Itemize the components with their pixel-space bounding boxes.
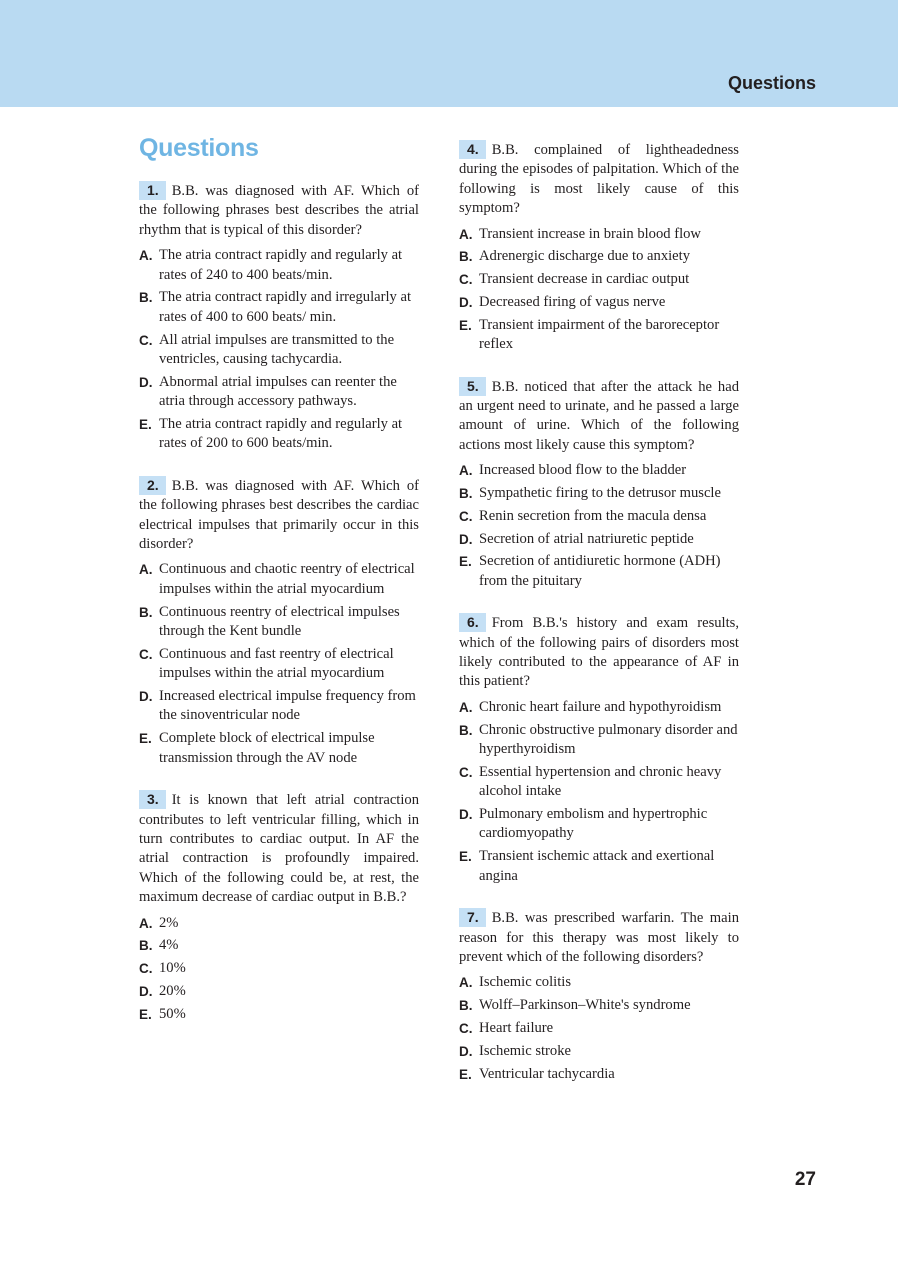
question-text: It is known that left atrial contraction contributes to left ventricular filling, which in turn contributes to cardiac output. In AF the atrial contraction is profoundly impaired. Which of the following could be, at rest, the maximum decrease of cardiac output in B.B.? (139, 792, 419, 906)
option-text: 50% (159, 1005, 186, 1022)
option-letter: A. (139, 248, 153, 264)
answer-option (139, 373, 419, 412)
answer-option (139, 560, 419, 599)
question-block (139, 790, 419, 1024)
option-letter: A. (139, 562, 153, 578)
answer-option (459, 461, 739, 480)
answer-option (139, 603, 419, 642)
question-number: 4. (459, 140, 486, 159)
option-text: Continuous reentry of electrical impulses through the Kent bundle (159, 603, 400, 640)
answer-option (459, 552, 739, 591)
option-letter: B. (139, 938, 153, 954)
answer-option (139, 331, 419, 370)
option-letter: E. (139, 417, 152, 433)
answer-option (139, 288, 419, 327)
answer-option (459, 507, 739, 526)
option-letter: D. (139, 983, 153, 999)
option-text: Sympathetic firing to the detrusor muscle (479, 485, 721, 502)
answer-option (459, 484, 739, 503)
answer-option (139, 687, 419, 726)
question-stem (139, 790, 419, 907)
answer-option (139, 936, 419, 955)
answer-option (139, 729, 419, 768)
option-letter: A. (459, 699, 473, 715)
option-text: The atria contract rapidly and regularly at rates of 200 to 600 beats/min. (159, 416, 403, 452)
question-text: B.B. was diagnosed with AF. Which of the following phrases best describes the cardiac electrical impulses that primarily occur in this disorder? (139, 477, 419, 553)
option-letter: D. (459, 531, 473, 547)
answer-option (459, 225, 739, 244)
option-text: 20% (159, 982, 186, 999)
option-letter: C. (139, 646, 153, 662)
option-text: Abnormal atrial impulses can reenter the atria through accessory pathways. (159, 373, 397, 410)
answer-option (459, 1042, 739, 1061)
answer-option (459, 996, 739, 1015)
option-letter: E. (459, 849, 472, 865)
option-text: Chronic obstructive pulmonary disorder and hyperthyroidism (479, 721, 738, 758)
left-column (139, 181, 419, 1046)
question-stem (139, 476, 419, 555)
option-letter: D. (139, 689, 153, 705)
option-letter: A. (459, 975, 473, 991)
option-text: Continuous and chaotic reentry of electrical impulses within the atrial myocardium (159, 561, 415, 597)
answer-option (459, 1019, 739, 1038)
answer-option (459, 805, 739, 844)
question-block (459, 377, 739, 592)
answer-option (459, 973, 739, 992)
option-letter: E. (139, 1006, 152, 1022)
answer-options (139, 560, 419, 768)
answer-option (139, 246, 419, 285)
question-number: 3. (139, 790, 166, 809)
option-text: Transient increase in brain blood flow (479, 225, 701, 242)
option-text: Ischemic colitis (479, 974, 571, 991)
option-text: 10% (159, 960, 186, 977)
question-number: 2. (139, 476, 166, 495)
option-text: Heart failure (479, 1019, 554, 1036)
option-text: Secretion of atrial natriuretic peptide (479, 530, 694, 547)
option-text: Ischemic stroke (479, 1042, 571, 1059)
right-column (459, 140, 739, 1106)
option-letter: E. (459, 317, 472, 333)
answer-option (139, 1005, 419, 1024)
option-text: Wolff–Parkinson–White's syndrome (479, 997, 691, 1014)
question-stem (459, 908, 739, 967)
answer-options (459, 698, 739, 886)
page-number: 27 (794, 1169, 816, 1190)
answer-option (459, 316, 739, 355)
option-letter: D. (459, 295, 473, 311)
option-text: Secretion of antidiuretic hormone (ADH) from the pituitary (479, 553, 721, 589)
option-text: 4% (159, 937, 179, 954)
option-text: Pulmonary embolism and hypertrophic cardiomyopathy (479, 806, 708, 842)
option-letter: C. (139, 332, 153, 348)
answer-option (139, 959, 419, 978)
question-number: 6. (459, 613, 486, 632)
option-letter: B. (459, 486, 473, 502)
option-letter: D. (139, 374, 153, 390)
option-text: Complete block of electrical impulse transmission through the AV node (159, 730, 375, 766)
option-letter: B. (459, 722, 473, 738)
question-stem (459, 613, 739, 692)
option-text: Increased electrical impulse frequency from the sinoventricular node (159, 688, 416, 724)
question-block (139, 476, 419, 768)
option-text: Decreased firing of vagus nerve (479, 294, 666, 311)
option-letter: B. (139, 604, 153, 620)
header-band (0, 0, 898, 107)
option-letter: D. (459, 807, 473, 823)
option-letter: E. (139, 731, 152, 747)
answer-option (139, 982, 419, 1001)
question-number: 7. (459, 908, 486, 927)
question-stem (459, 140, 739, 219)
answer-option (459, 1065, 739, 1084)
question-text: B.B. complained of lightheadedness during the episodes of palpitation. Which of the following is most likely cause of this symptom? (459, 142, 739, 217)
option-letter: C. (459, 508, 473, 524)
answer-options (459, 461, 739, 591)
option-text: The atria contract rapidly and regularly at rates of 240 to 400 beats/min. (159, 247, 403, 283)
option-text: 2% (159, 914, 179, 931)
answer-option (139, 415, 419, 454)
option-text: The atria contract rapidly and irregularly at rates of 400 to 600 beats/ min. (159, 289, 412, 325)
question-stem (459, 377, 739, 456)
question-number: 1. (139, 181, 166, 200)
option-letter: B. (459, 998, 473, 1014)
option-letter: C. (459, 764, 473, 780)
answer-option (459, 247, 739, 266)
option-text: Adrenergic discharge due to anxiety (479, 248, 690, 265)
question-block (139, 181, 419, 454)
question-text: From B.B.'s history and exam results, which of the following pairs of disorders most likely contributed to the appearance of AF in this patient? (459, 615, 739, 690)
answer-option (459, 530, 739, 549)
answer-option (459, 721, 739, 760)
option-text: Continuous and fast reentry of electrical impulses within the atrial myocardium (159, 645, 394, 682)
option-letter: A. (459, 463, 473, 479)
option-letter: C. (459, 1020, 473, 1036)
running-header: Questions (727, 73, 816, 93)
option-text: All atrial impulses are transmitted to the ventricles, causing tachycardia. (159, 331, 395, 368)
option-letter: B. (139, 290, 153, 306)
question-block (459, 613, 739, 886)
option-text: Transient ischemic attack and exertional angina (479, 848, 715, 884)
question-text: B.B. noticed that after the attack he had an urgent need to urinate, and he passed a large amount of urine. Which of the following actions most likely cause this symptom? (459, 378, 739, 453)
option-letter: A. (139, 915, 153, 931)
answer-option (459, 270, 739, 289)
option-letter: B. (459, 249, 473, 265)
answer-options (459, 225, 739, 355)
question-number: 5. (459, 377, 486, 396)
answer-option (459, 293, 739, 312)
option-text: Increased blood flow to the bladder (479, 462, 687, 479)
option-letter: A. (459, 226, 473, 242)
option-text: Transient impairment of the baroreceptor reflex (479, 316, 720, 353)
option-text: Essential hypertension and chronic heavy alcohol intake (479, 763, 722, 800)
answer-option (139, 645, 419, 684)
option-text: Transient decrease in cardiac output (479, 271, 690, 288)
answer-option (459, 847, 739, 886)
question-block (459, 140, 739, 355)
option-text: Ventricular tachycardia (479, 1065, 615, 1082)
section-title: Questions (139, 134, 259, 162)
answer-options (139, 246, 419, 454)
option-text: Chronic heart failure and hypothyroidism (479, 698, 722, 715)
option-text: Renin secretion from the macula densa (479, 507, 707, 524)
option-letter: E. (459, 554, 472, 570)
question-text: B.B. was diagnosed with AF. Which of the following phrases best describes the atrial rhythm that is typical of this disorder? (139, 183, 419, 238)
answer-options (139, 914, 419, 1025)
question-stem (139, 181, 419, 240)
option-letter: C. (139, 961, 153, 977)
answer-option (139, 914, 419, 933)
answer-option (459, 763, 739, 802)
question-block (459, 908, 739, 1084)
option-letter: C. (459, 272, 473, 288)
option-letter: E. (459, 1066, 472, 1082)
option-letter: D. (459, 1043, 473, 1059)
question-text: B.B. was prescribed warfarin. The main reason for this therapy was most likely to prevent which of the following disorders? (459, 910, 739, 965)
answer-option (459, 698, 739, 717)
answer-options (459, 973, 739, 1084)
